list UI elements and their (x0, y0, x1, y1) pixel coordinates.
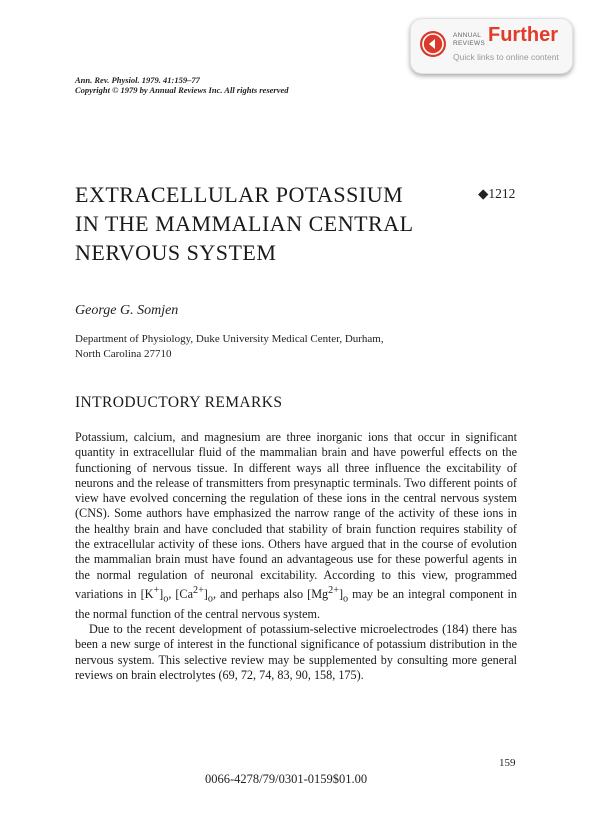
title-line: EXTRACELLULAR POTASSIUM (75, 182, 404, 207)
author-affiliation (75, 332, 455, 361)
journal-copyright: Copyright © 1979 by Annual Reviews Inc. All rights reserved (75, 85, 289, 95)
journal-header (75, 75, 289, 95)
author-name: George G. Somjen (75, 303, 179, 318)
section-heading: INTRODUCTORY REMARKS (75, 394, 283, 411)
affiliation-line: Department of Physiology, Duke University Medical Center, Durham, (75, 333, 384, 345)
article-title (75, 180, 455, 267)
ion-calcium: $[Ca^{2+}]_o$ (175, 584, 213, 605)
annual-reviews-label: ANNUAL REVIEWS (453, 32, 486, 47)
journal-citation: Ann. Rev. Physiol. 1979. 41:159–77 (75, 75, 200, 85)
play-arrow-icon (420, 31, 446, 57)
paragraph: Potassium, calcium, and magnesium are three inorganic ions that occur in significant quantity in extracellular fluid of the mammalian brain and have powerful effects on the functioning of nervous tissue. In different ways all three influence the excitability of neurons and the release of transmitters from presynaptic terminals. Two different points of view have evolved concerning the regulation of these ions in the central nervous system (CNS). Some authors have emphasized the narrow range of the activity of these ions in the healthy brain and have concluded that stability of brain function requires stability of the extracellular activity of these ions. Others have argued that in the course of evolution the mammalian brain must have found an advantageous use for these powerful agents in the normal regulation of neuronal excitability. According to this view, programmed variations in $[K^+]_o$, $[Ca^{2+}]_o$, and perhaps also $[Mg^{2+}]_o$ may be an integral component in the normal function of the central nervous system. (75, 430, 517, 621)
title-line: NERVOUS SYSTEM (75, 240, 277, 265)
ion-potassium: $[K^+]_o$ (140, 584, 169, 605)
further-badge[interactable] (410, 18, 573, 74)
title-line: IN THE MAMMALIAN CENTRAL (75, 211, 414, 236)
paragraph-text: Potassium, calcium, and magnesium are three inorganic ions that occur in significant quantity in extracellular fluid of the mammalian brain and have powerful effects on the functioning of nervous tissue. In different ways all three influence the excitability of neurons and the release of transmitters from presynaptic terminals. Two different points of view have evolved concerning the regulation of these ions in the central nervous system (CNS). Some authors have emphasized the narrow range of the activity of these ions in the healthy brain and have concluded that stability of brain function requires stability of the extracellular activity of these ions. Others have argued that in the course of evolution the mammalian brain must have found an advantageous use for these powerful agents in the normal regulation of neuronal excitability. According to this view, programmed variations in (75, 430, 517, 602)
body-text (75, 430, 517, 683)
paragraph-text: may be an integral component in the normal function of the central nervous system. (75, 587, 517, 621)
page-number: 159 (499, 757, 516, 769)
further-tagline: Quick links to online content (453, 52, 559, 62)
price-code: 0066-4278/79/0301-0159$01.00 (205, 772, 368, 786)
affiliation-line: North Carolina 27710 (75, 347, 172, 360)
further-label: Further (488, 24, 558, 46)
paragraph: Due to the recent development of potassium-selective microelectrodes (184) there has been a new surge of interest in the functional significance of potassium distribution in the nervous system. This selective review may be supplemented by consulting more general reviews on brain electrolytes (69, 72, 74, 83, 90, 158, 175). (75, 622, 517, 682)
ion-magnesium: $[Mg^{2+}]_o$ (307, 584, 349, 605)
article-code: ◆1212 (478, 186, 516, 201)
